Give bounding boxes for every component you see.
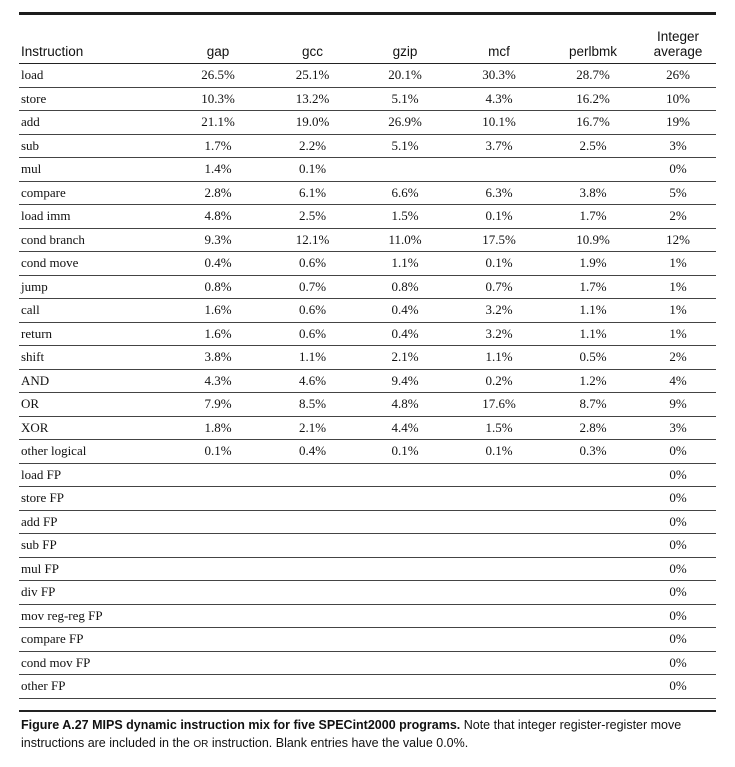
- figure-caption: [21, 716, 721, 754]
- instruction-cell: AND: [19, 369, 169, 393]
- value-cell: [358, 487, 452, 511]
- value-cell: 12.1%: [267, 228, 358, 252]
- table-row: [19, 252, 716, 276]
- instruction-cell: store FP: [19, 487, 169, 511]
- instruction-cell: OR: [19, 393, 169, 417]
- value-cell: 1.5%: [452, 416, 546, 440]
- value-cell: [546, 534, 640, 558]
- value-cell: 1.1%: [267, 346, 358, 370]
- value-cell: [452, 463, 546, 487]
- instruction-cell: sub: [19, 134, 169, 158]
- value-cell: 1.6%: [169, 322, 267, 346]
- value-cell: 4.6%: [267, 369, 358, 393]
- value-cell: 10.3%: [169, 87, 267, 111]
- column-header: mcf: [452, 22, 546, 64]
- value-cell: 4.3%: [452, 87, 546, 111]
- value-cell: 3.2%: [452, 299, 546, 323]
- value-cell: 1.1%: [452, 346, 546, 370]
- value-cell: 1.5%: [358, 205, 452, 229]
- table-row: [19, 651, 716, 675]
- value-cell: [267, 557, 358, 581]
- value-cell: 17.5%: [452, 228, 546, 252]
- value-cell: [358, 158, 452, 182]
- value-cell: [546, 158, 640, 182]
- value-cell: 0.6%: [267, 252, 358, 276]
- table-row: [19, 322, 716, 346]
- value-cell: 5%: [640, 181, 716, 205]
- table-row: [19, 299, 716, 323]
- value-cell: 1.7%: [546, 275, 640, 299]
- value-cell: 0.2%: [452, 369, 546, 393]
- value-cell: [267, 628, 358, 652]
- value-cell: 20.1%: [358, 64, 452, 88]
- value-cell: [169, 581, 267, 605]
- value-cell: 9.3%: [169, 228, 267, 252]
- value-cell: 0.7%: [267, 275, 358, 299]
- value-cell: [358, 581, 452, 605]
- value-cell: 2.5%: [546, 134, 640, 158]
- value-cell: 1.1%: [358, 252, 452, 276]
- value-cell: 0.5%: [546, 346, 640, 370]
- value-cell: [358, 557, 452, 581]
- value-cell: 16.2%: [546, 87, 640, 111]
- value-cell: [452, 487, 546, 511]
- table-row: [19, 228, 716, 252]
- value-cell: 5.1%: [358, 134, 452, 158]
- instruction-cell: jump: [19, 275, 169, 299]
- instruction-cell: cond mov FP: [19, 651, 169, 675]
- value-cell: 0%: [640, 557, 716, 581]
- value-cell: [546, 581, 640, 605]
- table-row: [19, 158, 716, 182]
- value-cell: 0%: [640, 604, 716, 628]
- value-cell: [169, 534, 267, 558]
- caption-label: Figure A.27: [21, 718, 89, 732]
- value-cell: 0.7%: [452, 275, 546, 299]
- table-row: [19, 205, 716, 229]
- value-cell: 11.0%: [358, 228, 452, 252]
- value-cell: 1%: [640, 252, 716, 276]
- value-cell: [546, 463, 640, 487]
- value-cell: 1.1%: [546, 299, 640, 323]
- table-row: [19, 581, 716, 605]
- table-body: [19, 64, 716, 699]
- value-cell: 1.9%: [546, 252, 640, 276]
- instruction-cell: other logical: [19, 440, 169, 464]
- value-cell: [169, 675, 267, 699]
- caption-title: MIPS dynamic instruction mix for five SPECint2000 programs.: [92, 718, 461, 732]
- value-cell: [452, 158, 546, 182]
- value-cell: 8.5%: [267, 393, 358, 417]
- value-cell: [358, 510, 452, 534]
- value-cell: 0.1%: [169, 440, 267, 464]
- value-cell: [546, 487, 640, 511]
- value-cell: 0.3%: [546, 440, 640, 464]
- value-cell: 0%: [640, 463, 716, 487]
- value-cell: 0.1%: [267, 158, 358, 182]
- value-cell: [169, 463, 267, 487]
- instruction-cell: shift: [19, 346, 169, 370]
- value-cell: 26%: [640, 64, 716, 88]
- instruction-cell: store: [19, 87, 169, 111]
- value-cell: [452, 675, 546, 699]
- instruction-cell: call: [19, 299, 169, 323]
- table-row: [19, 369, 716, 393]
- value-cell: 1.4%: [169, 158, 267, 182]
- value-cell: 8.7%: [546, 393, 640, 417]
- instruction-mix-table: [19, 22, 716, 699]
- value-cell: 1.7%: [546, 205, 640, 229]
- value-cell: [546, 557, 640, 581]
- value-cell: 1%: [640, 299, 716, 323]
- instruction-cell: load FP: [19, 463, 169, 487]
- value-cell: 16.7%: [546, 111, 640, 135]
- value-cell: 12%: [640, 228, 716, 252]
- value-cell: [169, 487, 267, 511]
- value-cell: 4%: [640, 369, 716, 393]
- table-row: [19, 534, 716, 558]
- value-cell: [452, 534, 546, 558]
- value-cell: [267, 534, 358, 558]
- value-cell: 19.0%: [267, 111, 358, 135]
- value-cell: 0.4%: [358, 322, 452, 346]
- value-cell: [358, 604, 452, 628]
- value-cell: 26.9%: [358, 111, 452, 135]
- value-cell: [358, 463, 452, 487]
- instruction-cell: cond move: [19, 252, 169, 276]
- value-cell: 0.6%: [267, 322, 358, 346]
- value-cell: 0.8%: [169, 275, 267, 299]
- value-cell: 0.1%: [358, 440, 452, 464]
- instruction-cell: mul: [19, 158, 169, 182]
- value-cell: [358, 534, 452, 558]
- value-cell: 2.8%: [546, 416, 640, 440]
- instruction-cell: compare FP: [19, 628, 169, 652]
- value-cell: [452, 581, 546, 605]
- value-cell: 3%: [640, 416, 716, 440]
- value-cell: 0%: [640, 510, 716, 534]
- value-cell: 9%: [640, 393, 716, 417]
- table-row: [19, 181, 716, 205]
- value-cell: 13.2%: [267, 87, 358, 111]
- value-cell: [267, 675, 358, 699]
- instruction-cell: cond branch: [19, 228, 169, 252]
- value-cell: 0.4%: [169, 252, 267, 276]
- value-cell: 0%: [640, 581, 716, 605]
- value-cell: 5.1%: [358, 87, 452, 111]
- value-cell: 21.1%: [169, 111, 267, 135]
- value-cell: [169, 604, 267, 628]
- value-cell: 1.2%: [546, 369, 640, 393]
- value-cell: 1.7%: [169, 134, 267, 158]
- value-cell: 0.1%: [452, 440, 546, 464]
- value-cell: [267, 604, 358, 628]
- table-row: [19, 134, 716, 158]
- value-cell: 0%: [640, 440, 716, 464]
- value-cell: 2%: [640, 205, 716, 229]
- value-cell: 6.6%: [358, 181, 452, 205]
- table-top-rule: [19, 12, 716, 15]
- instruction-cell: load: [19, 64, 169, 88]
- value-cell: 0.1%: [452, 205, 546, 229]
- value-cell: [452, 628, 546, 652]
- value-cell: [358, 628, 452, 652]
- value-cell: 1%: [640, 275, 716, 299]
- value-cell: [546, 628, 640, 652]
- value-cell: 3.8%: [169, 346, 267, 370]
- column-header: Integer average: [640, 22, 716, 64]
- value-cell: 0%: [640, 675, 716, 699]
- value-cell: 10.9%: [546, 228, 640, 252]
- value-cell: 3.8%: [546, 181, 640, 205]
- value-cell: [452, 557, 546, 581]
- caption-text-after: instruction. Blank entries have the value 0.0%.: [211, 736, 469, 750]
- table-row: [19, 628, 716, 652]
- table-row: [19, 604, 716, 628]
- value-cell: [267, 510, 358, 534]
- instruction-cell: add: [19, 111, 169, 135]
- value-cell: 0%: [640, 158, 716, 182]
- instruction-cell: other FP: [19, 675, 169, 699]
- table-row: [19, 675, 716, 699]
- value-cell: 4.4%: [358, 416, 452, 440]
- column-header: Instruction: [19, 22, 169, 64]
- value-cell: [169, 510, 267, 534]
- value-cell: 7.9%: [169, 393, 267, 417]
- value-cell: [358, 675, 452, 699]
- value-cell: 2.2%: [267, 134, 358, 158]
- value-cell: 4.8%: [358, 393, 452, 417]
- table-row: [19, 557, 716, 581]
- value-cell: 30.3%: [452, 64, 546, 88]
- caption-small-caps: OR: [193, 739, 209, 750]
- value-cell: 17.6%: [452, 393, 546, 417]
- table-row: [19, 346, 716, 370]
- table-row: [19, 393, 716, 417]
- value-cell: 2%: [640, 346, 716, 370]
- value-cell: 19%: [640, 111, 716, 135]
- value-cell: [546, 675, 640, 699]
- value-cell: [267, 487, 358, 511]
- value-cell: 10%: [640, 87, 716, 111]
- table-row: [19, 463, 716, 487]
- value-cell: [546, 510, 640, 534]
- value-cell: 0%: [640, 534, 716, 558]
- value-cell: [267, 651, 358, 675]
- table-row: [19, 440, 716, 464]
- value-cell: 4.3%: [169, 369, 267, 393]
- value-cell: 2.8%: [169, 181, 267, 205]
- value-cell: 28.7%: [546, 64, 640, 88]
- value-cell: 26.5%: [169, 64, 267, 88]
- column-header: gap: [169, 22, 267, 64]
- value-cell: [169, 557, 267, 581]
- value-cell: 2.1%: [267, 416, 358, 440]
- table-row: [19, 64, 716, 88]
- column-header: perlbmk: [546, 22, 640, 64]
- value-cell: 0%: [640, 651, 716, 675]
- column-header: gcc: [267, 22, 358, 64]
- header-row: [19, 22, 716, 64]
- value-cell: [358, 651, 452, 675]
- value-cell: [267, 463, 358, 487]
- instruction-cell: compare: [19, 181, 169, 205]
- table-row: [19, 275, 716, 299]
- value-cell: [169, 628, 267, 652]
- value-cell: 0.6%: [267, 299, 358, 323]
- value-cell: [546, 651, 640, 675]
- table-row: [19, 487, 716, 511]
- value-cell: 3.7%: [452, 134, 546, 158]
- value-cell: 6.1%: [267, 181, 358, 205]
- value-cell: 6.3%: [452, 181, 546, 205]
- value-cell: [267, 581, 358, 605]
- value-cell: 1.8%: [169, 416, 267, 440]
- table-row: [19, 510, 716, 534]
- value-cell: 3.2%: [452, 322, 546, 346]
- table-bottom-rule: [19, 710, 716, 712]
- value-cell: [452, 604, 546, 628]
- column-header: gzip: [358, 22, 452, 64]
- table-row: [19, 87, 716, 111]
- value-cell: 0.4%: [358, 299, 452, 323]
- value-cell: 1%: [640, 322, 716, 346]
- value-cell: [546, 604, 640, 628]
- value-cell: 4.8%: [169, 205, 267, 229]
- instruction-cell: sub FP: [19, 534, 169, 558]
- value-cell: 9.4%: [358, 369, 452, 393]
- caption-text-before: Note that integer register-register move instructions are included in the: [21, 718, 682, 750]
- table-row: [19, 111, 716, 135]
- value-cell: [169, 651, 267, 675]
- value-cell: 1.1%: [546, 322, 640, 346]
- value-cell: 3%: [640, 134, 716, 158]
- instruction-cell: add FP: [19, 510, 169, 534]
- value-cell: 2.5%: [267, 205, 358, 229]
- value-cell: 25.1%: [267, 64, 358, 88]
- instruction-cell: XOR: [19, 416, 169, 440]
- value-cell: 2.1%: [358, 346, 452, 370]
- value-cell: 0%: [640, 628, 716, 652]
- value-cell: 0%: [640, 487, 716, 511]
- value-cell: 10.1%: [452, 111, 546, 135]
- instruction-cell: div FP: [19, 581, 169, 605]
- instruction-cell: mov reg-reg FP: [19, 604, 169, 628]
- instruction-cell: mul FP: [19, 557, 169, 581]
- value-cell: 1.6%: [169, 299, 267, 323]
- instruction-cell: load imm: [19, 205, 169, 229]
- value-cell: 0.1%: [452, 252, 546, 276]
- value-cell: [452, 651, 546, 675]
- value-cell: [452, 510, 546, 534]
- instruction-cell: return: [19, 322, 169, 346]
- value-cell: 0.4%: [267, 440, 358, 464]
- value-cell: 0.8%: [358, 275, 452, 299]
- table-row: [19, 416, 716, 440]
